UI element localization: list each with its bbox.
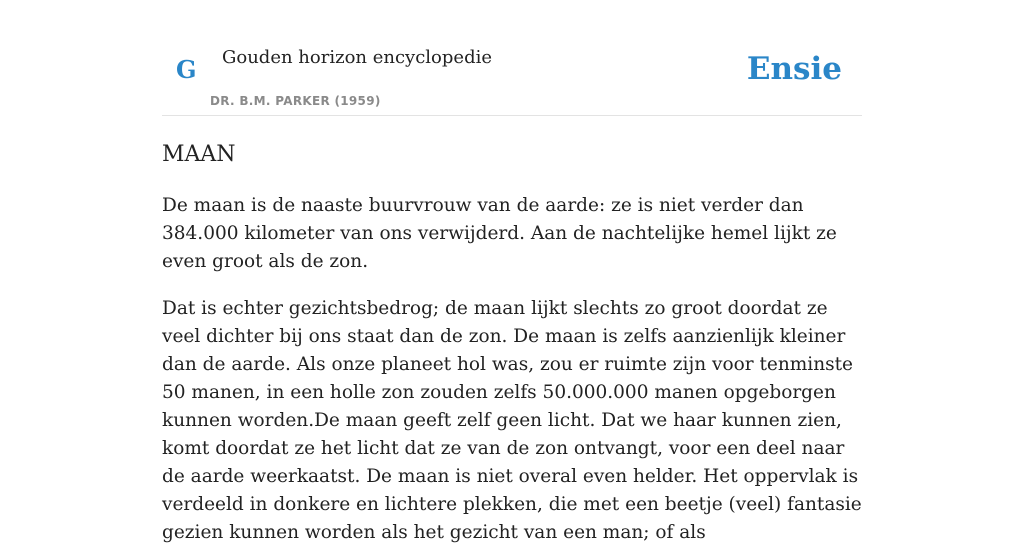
- ensie-logo[interactable]: Ensie: [746, 51, 842, 87]
- entry-content: [162, 138, 862, 547]
- entry-paragraph-1: De maan is de naaste buurvrouw van de aarde: ze is niet verder dan 384.000 kilometer van ons verwijderd. Aan de nachtelijke hemel lijkt ze even groot als de zon.: [162, 195, 837, 272]
- book-title-link[interactable]: Gouden horizon encyclopedie: [222, 47, 492, 68]
- book-author: DR. B.M. PARKER (1959): [210, 94, 381, 108]
- entry-title: MAAN: [162, 142, 236, 167]
- entry-paragraph-2: Dat is echter gezichtsbedrog; de maan lijkt slechts zo groot doordat ze veel dichter bij ons staat dan de zon. De maan is zelfs aanzienlijk kleiner dan de aarde. Als onze planeet hol was, zou er ruimte zijn voor tenminste 50 manen, in een holle zon zouden zelfs 50.000.000 manen opgeborgen kunnen worden.De maan geeft zelf geen licht. Dat we haar kunnen zien, komt doordat ze het licht dat ze van de zon ontvangt, voor een deel naar de aarde weerkaatst. De maan is niet overal even helder. Het oppervlak is verdeeld in donkere en lichtere plekken, die met een beetje (veel) fantasie gezien kunnen worden als het gezicht van een man; of als: [162, 298, 862, 543]
- book-logo-icon[interactable]: G: [176, 55, 197, 84]
- source-header: [162, 0, 862, 116]
